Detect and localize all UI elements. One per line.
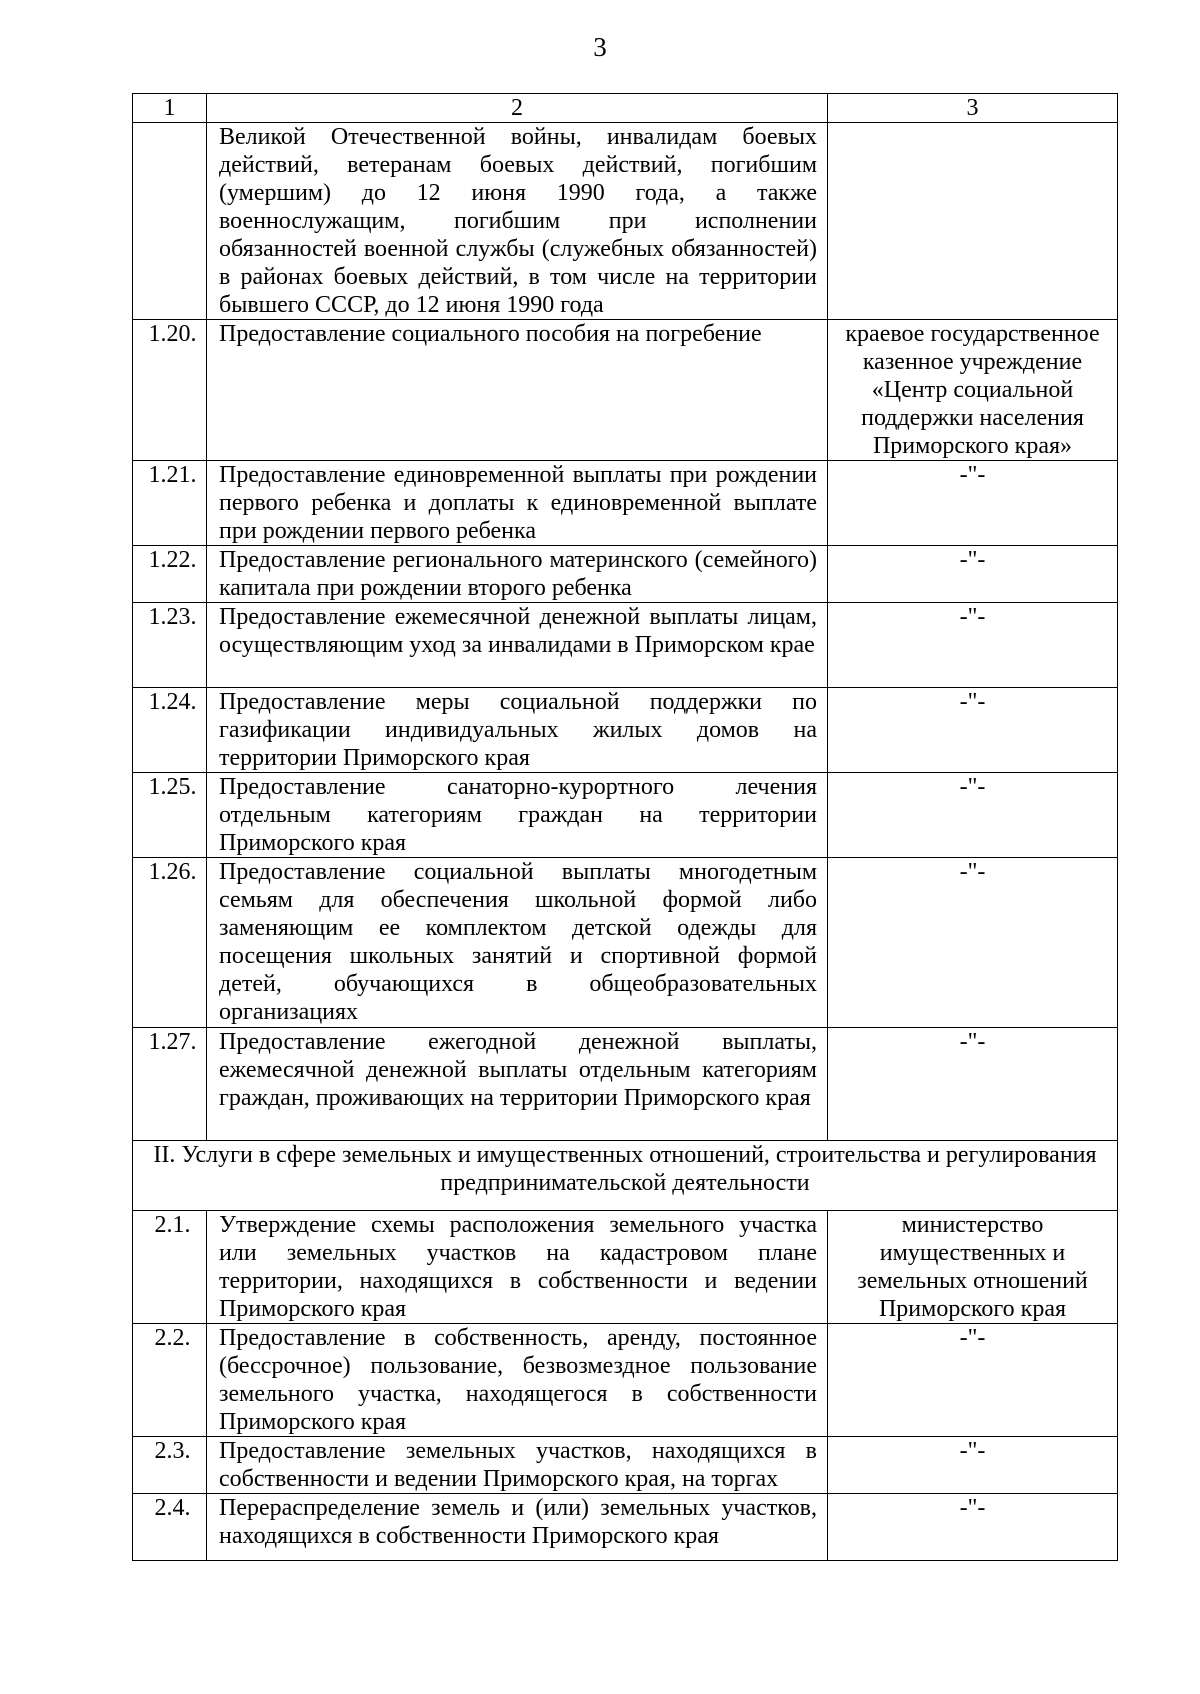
row-number: 1.26. [148, 859, 197, 885]
service-description: Предоставление ежегодной денежной выплаты, ежемесячной денежной выплаты отдельным категориям граждан, проживающих на территории Приморского края [219, 1029, 817, 1111]
service-description: Великой Отечественной войны, инвалидам боевых действий, ветеранам боевых действий, погибшим (умершим) до 12 июня 1990 года, а также военнослужащим, погибшим при исполнении обязанностей военной службы (служебных обязанностей) в районах боевых действий, в том числе на территории бывшего СССР, до 12 июня 1990 года [219, 124, 817, 318]
row-number: 1.24. [148, 689, 197, 715]
responsible-organization: -"- [959, 774, 986, 800]
responsible-organization: краевое государственное казенное учреждение «Центр социальной поддержки населения Приморского края» [845, 321, 1100, 459]
row-number: 1.20. [148, 321, 197, 347]
header-col-1: 1 [133, 94, 207, 123]
table-row [133, 320, 1118, 461]
responsible-organization: -"- [959, 1325, 986, 1351]
table-row [133, 858, 1118, 1028]
responsible-organization: -"- [959, 547, 986, 573]
service-description: Предоставление земельных участков, находящихся в собственности и ведении Приморского края, на торгах [219, 1438, 817, 1492]
header-col-2: 2 [207, 94, 828, 123]
service-description: Предоставление социальной выплаты многодетным семьям для обеспечения школьной формой либо заменяющим ее комплектом детской одежды для посещения школьных занятий и спортивной формой детей, обучающихся в общеобразовательных организациях [219, 859, 817, 1025]
responsible-organization: министерство имущественных и земельных отношений Приморского края [857, 1212, 1088, 1322]
header-col-3: 3 [828, 94, 1118, 123]
service-description: Предоставление единовременной выплаты при рождении первого ребенка и доплаты к единовременной выплате при рождении первого ребенка [219, 462, 817, 544]
section-title: II. Услуги в сфере земельных и имущественных отношений, строительства и регулирования предпринимательской деятельности [133, 1141, 1118, 1211]
responsible-organization: -"- [959, 462, 986, 488]
row-number: 2.1. [154, 1212, 191, 1238]
service-description: Предоставление меры социальной поддержки по газификации индивидуальных жилых домов на территории Приморского края [219, 689, 817, 771]
service-description: Предоставление в собственность, аренду, постоянное (бессрочное) пользование, безвозмездное пользование земельного участка, находящегося в собственности Приморского края [219, 1325, 817, 1435]
service-description: Предоставление социального пособия на погребение [219, 321, 762, 347]
responsible-organization: -"- [959, 1438, 986, 1464]
responsible-organization: -"- [959, 859, 986, 885]
service-description: Перераспределение земель и (или) земельных участков, находящихся в собственности Приморского края [219, 1495, 817, 1549]
table-row [133, 688, 1118, 773]
row-number: 1.27. [148, 1029, 197, 1055]
service-description: Предоставление регионального материнского (семейного) капитала при рождении второго ребенка [219, 547, 817, 601]
service-description: Предоставление ежемесячной денежной выплаты лицам, осуществляющим уход за инвалидами в Приморском крае [219, 604, 817, 658]
responsible-organization: -"- [959, 689, 986, 715]
table-row [133, 1324, 1118, 1437]
table-row [133, 1437, 1118, 1494]
responsible-organization: -"- [959, 1029, 986, 1055]
table-row [133, 773, 1118, 858]
table-row [133, 461, 1118, 546]
table-row [133, 123, 1118, 320]
section-header-row [133, 1141, 1118, 1211]
table-row [133, 1028, 1118, 1141]
row-number: 2.2. [154, 1325, 191, 1351]
responsible-organization: -"- [959, 1495, 986, 1521]
responsible-organization: -"- [959, 604, 986, 630]
table-row [133, 546, 1118, 603]
row-number: 2.4. [154, 1495, 191, 1521]
service-description: Утверждение схемы расположения земельного участка или земельных участков на кадастровом плане территории, находящихся в собственности и ведении Приморского края [219, 1212, 817, 1322]
table-header-row [133, 94, 1118, 123]
table-row [133, 1211, 1118, 1324]
row-number: 1.23. [148, 604, 197, 630]
service-description: Предоставление санаторно-курортного лечения отдельным категориям граждан на территории Приморского края [219, 774, 817, 856]
row-number: 1.25. [148, 774, 197, 800]
row-number: 1.22. [148, 547, 197, 573]
row-number: 1.21. [148, 462, 197, 488]
row-number: 2.3. [154, 1438, 191, 1464]
table-row [133, 603, 1118, 688]
services-table [132, 93, 1118, 1561]
page-number: 3 [593, 32, 607, 62]
table-row [133, 1494, 1118, 1561]
